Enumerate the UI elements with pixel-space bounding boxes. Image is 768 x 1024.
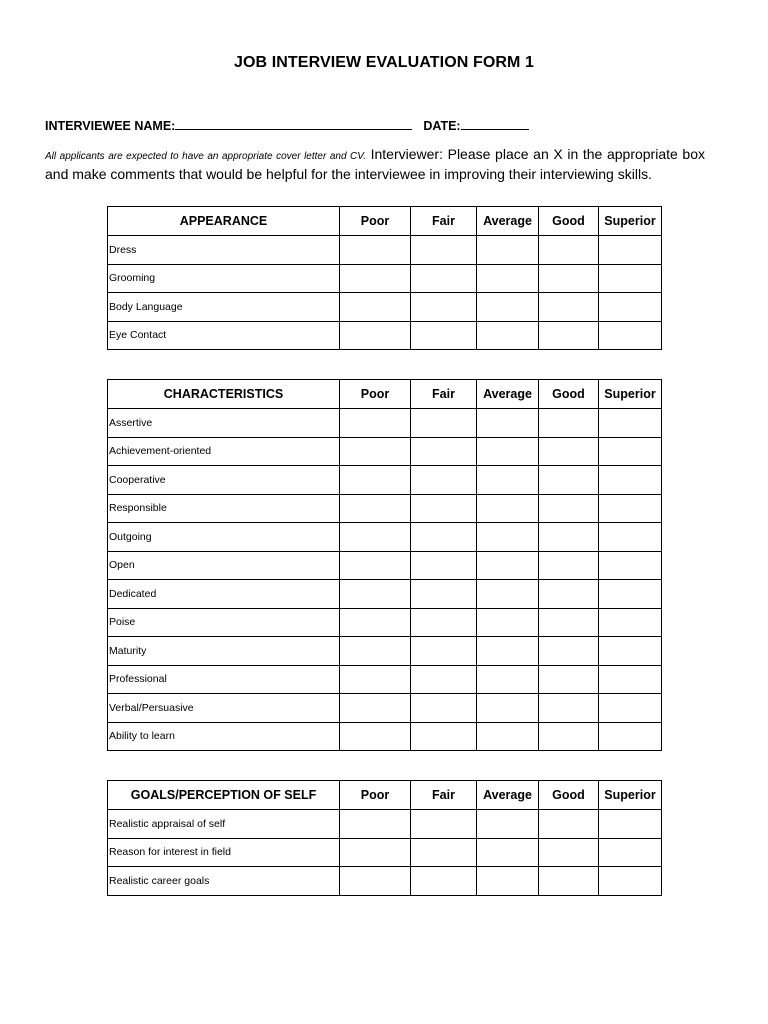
rating-header-poor: Poor	[340, 207, 411, 236]
rating-cell-superior[interactable]	[599, 694, 662, 723]
rating-cell-average[interactable]	[477, 694, 539, 723]
rating-cell-good[interactable]	[539, 494, 599, 523]
rating-cell-poor[interactable]	[340, 321, 411, 350]
goals-table	[107, 780, 662, 896]
rating-cell-fair[interactable]	[411, 293, 477, 322]
criterion-label: Outgoing	[108, 523, 340, 552]
rating-cell-superior[interactable]	[599, 321, 662, 350]
rating-cell-fair[interactable]	[411, 409, 477, 438]
rating-cell-average[interactable]	[477, 867, 539, 896]
rating-cell-poor[interactable]	[340, 810, 411, 839]
rating-header-good: Good	[539, 380, 599, 409]
rating-cell-superior[interactable]	[599, 867, 662, 896]
criterion-label: Dedicated	[108, 580, 340, 609]
rating-header-superior: Superior	[599, 207, 662, 236]
section-heading: APPEARANCE	[108, 207, 340, 236]
rating-cell-poor[interactable]	[340, 494, 411, 523]
characteristics-table	[107, 379, 662, 751]
rating-cell-fair[interactable]	[411, 523, 477, 552]
rating-cell-superior[interactable]	[599, 810, 662, 839]
rating-cell-superior[interactable]	[599, 637, 662, 666]
criterion-label: Grooming	[108, 264, 340, 293]
criterion-label: Poise	[108, 608, 340, 637]
rating-cell-fair[interactable]	[411, 494, 477, 523]
rating-cell-fair[interactable]	[411, 838, 477, 867]
criterion-label: Realistic appraisal of self	[108, 810, 340, 839]
interviewee-line	[45, 117, 529, 133]
rating-cell-good[interactable]	[539, 321, 599, 350]
criterion-label: Body Language	[108, 293, 340, 322]
date-field[interactable]	[461, 117, 529, 130]
rating-header-superior: Superior	[599, 781, 662, 810]
rating-cell-poor[interactable]	[340, 608, 411, 637]
rating-cell-fair[interactable]	[411, 236, 477, 265]
rating-header-average: Average	[477, 380, 539, 409]
interviewee-name-label: INTERVIEWEE NAME:	[45, 119, 176, 133]
table-row	[108, 409, 662, 438]
table-row	[108, 665, 662, 694]
rating-cell-good[interactable]	[539, 838, 599, 867]
instructions-note: All applicants are expected to have an appropriate cover letter and CV.	[45, 151, 366, 162]
rating-cell-good[interactable]	[539, 523, 599, 552]
table-row	[108, 867, 662, 896]
table-row	[108, 494, 662, 523]
rating-cell-poor[interactable]	[340, 236, 411, 265]
table-row	[108, 236, 662, 265]
rating-cell-fair[interactable]	[411, 466, 477, 495]
table-header-row	[108, 380, 662, 409]
criterion-label: Cooperative	[108, 466, 340, 495]
rating-cell-superior[interactable]	[599, 293, 662, 322]
rating-cell-superior[interactable]	[599, 437, 662, 466]
rating-cell-average[interactable]	[477, 722, 539, 751]
rating-cell-average[interactable]	[477, 523, 539, 552]
table-row	[108, 580, 662, 609]
rating-header-good: Good	[539, 207, 599, 236]
instructions-text: Interviewer: Please place an X in the appropriate box and make comments that would be helpful for the interviewee in improving their interviewing skills.	[45, 146, 706, 182]
date-label: DATE:	[423, 119, 461, 133]
interviewee-name-field[interactable]	[175, 117, 412, 130]
rating-cell-poor[interactable]	[340, 637, 411, 666]
table-row	[108, 466, 662, 495]
rating-cell-good[interactable]	[539, 264, 599, 293]
table-row	[108, 293, 662, 322]
table-row	[108, 694, 662, 723]
criterion-label: Open	[108, 551, 340, 580]
rating-cell-fair[interactable]	[411, 665, 477, 694]
table-header-row	[108, 781, 662, 810]
rating-header-good: Good	[539, 781, 599, 810]
rating-cell-average[interactable]	[477, 637, 539, 666]
rating-cell-poor[interactable]	[340, 293, 411, 322]
rating-cell-superior[interactable]	[599, 838, 662, 867]
criterion-label: Responsible	[108, 494, 340, 523]
rating-cell-superior[interactable]	[599, 580, 662, 609]
rating-cell-average[interactable]	[477, 321, 539, 350]
rating-header-fair: Fair	[411, 207, 477, 236]
table-row	[108, 437, 662, 466]
rating-cell-average[interactable]	[477, 551, 539, 580]
rating-cell-poor[interactable]	[340, 722, 411, 751]
rating-header-superior: Superior	[599, 380, 662, 409]
table-row	[108, 523, 662, 552]
table-row	[108, 551, 662, 580]
rating-cell-poor[interactable]	[340, 466, 411, 495]
rating-cell-superior[interactable]	[599, 409, 662, 438]
rating-cell-poor[interactable]	[340, 551, 411, 580]
table-row	[108, 321, 662, 350]
rating-cell-fair[interactable]	[411, 722, 477, 751]
rating-cell-superior[interactable]	[599, 264, 662, 293]
rating-cell-good[interactable]	[539, 867, 599, 896]
rating-cell-average[interactable]	[477, 580, 539, 609]
rating-cell-poor[interactable]	[340, 437, 411, 466]
criterion-label: Maturity	[108, 637, 340, 666]
rating-cell-good[interactable]	[539, 722, 599, 751]
rating-cell-average[interactable]	[477, 437, 539, 466]
table-row	[108, 264, 662, 293]
rating-cell-poor[interactable]	[340, 867, 411, 896]
rating-cell-good[interactable]	[539, 608, 599, 637]
rating-cell-poor[interactable]	[340, 409, 411, 438]
rating-cell-poor[interactable]	[340, 665, 411, 694]
rating-cell-fair[interactable]	[411, 264, 477, 293]
criterion-label: Professional	[108, 665, 340, 694]
rating-cell-superior[interactable]	[599, 236, 662, 265]
table-header-row	[108, 207, 662, 236]
rating-header-fair: Fair	[411, 380, 477, 409]
criterion-label: Eye Contact	[108, 321, 340, 350]
rating-cell-good[interactable]	[539, 466, 599, 495]
rating-cell-poor[interactable]	[340, 580, 411, 609]
rating-cell-average[interactable]	[477, 264, 539, 293]
rating-cell-good[interactable]	[539, 694, 599, 723]
rating-cell-superior[interactable]	[599, 722, 662, 751]
section-heading: CHARACTERISTICS	[108, 380, 340, 409]
rating-cell-fair[interactable]	[411, 551, 477, 580]
table-row	[108, 838, 662, 867]
rating-cell-good[interactable]	[539, 580, 599, 609]
criterion-label: Ability to learn	[108, 722, 340, 751]
rating-cell-average[interactable]	[477, 810, 539, 839]
rating-header-poor: Poor	[340, 781, 411, 810]
criterion-label: Realistic career goals	[108, 867, 340, 896]
rating-cell-fair[interactable]	[411, 437, 477, 466]
rating-header-average: Average	[477, 207, 539, 236]
rating-cell-good[interactable]	[539, 409, 599, 438]
rating-cell-superior[interactable]	[599, 466, 662, 495]
criterion-label: Reason for interest in field	[108, 838, 340, 867]
rating-cell-average[interactable]	[477, 494, 539, 523]
rating-cell-fair[interactable]	[411, 608, 477, 637]
rating-cell-poor[interactable]	[340, 264, 411, 293]
criterion-label: Assertive	[108, 409, 340, 438]
form-title: JOB INTERVIEW EVALUATION FORM 1	[233, 54, 534, 71]
table-row	[108, 722, 662, 751]
rating-cell-good[interactable]	[539, 293, 599, 322]
rating-cell-average[interactable]	[477, 409, 539, 438]
rating-cell-fair[interactable]	[411, 580, 477, 609]
rating-cell-superior[interactable]	[599, 523, 662, 552]
rating-cell-superior[interactable]	[599, 665, 662, 694]
rating-cell-average[interactable]	[477, 608, 539, 637]
rating-header-fair: Fair	[411, 781, 477, 810]
section-heading: GOALS/PERCEPTION OF SELF	[108, 781, 340, 810]
rating-cell-good[interactable]	[539, 551, 599, 580]
rating-cell-fair[interactable]	[411, 694, 477, 723]
rating-cell-average[interactable]	[477, 293, 539, 322]
table-row	[108, 810, 662, 839]
appearance-table	[107, 206, 662, 350]
table-row	[108, 608, 662, 637]
rating-cell-good[interactable]	[539, 665, 599, 694]
rating-cell-good[interactable]	[539, 236, 599, 265]
rating-cell-superior[interactable]	[599, 551, 662, 580]
rating-cell-poor[interactable]	[340, 523, 411, 552]
table-row	[108, 637, 662, 666]
rating-cell-fair[interactable]	[411, 867, 477, 896]
rating-cell-poor[interactable]	[340, 694, 411, 723]
rating-cell-superior[interactable]	[599, 494, 662, 523]
rating-cell-superior[interactable]	[599, 608, 662, 637]
criterion-label: Achievement-oriented	[108, 437, 340, 466]
rating-cell-average[interactable]	[477, 665, 539, 694]
rating-cell-fair[interactable]	[411, 321, 477, 350]
criterion-label: Dress	[108, 236, 340, 265]
rating-cell-average[interactable]	[477, 838, 539, 867]
rating-header-average: Average	[477, 781, 539, 810]
rating-cell-average[interactable]	[477, 236, 539, 265]
rating-cell-average[interactable]	[477, 466, 539, 495]
rating-cell-fair[interactable]	[411, 810, 477, 839]
rating-cell-good[interactable]	[539, 810, 599, 839]
criterion-label: Verbal/Persuasive	[108, 694, 340, 723]
instructions	[45, 146, 705, 183]
rating-cell-poor[interactable]	[340, 838, 411, 867]
rating-cell-good[interactable]	[539, 437, 599, 466]
rating-cell-fair[interactable]	[411, 637, 477, 666]
rating-cell-good[interactable]	[539, 637, 599, 666]
rating-header-poor: Poor	[340, 380, 411, 409]
